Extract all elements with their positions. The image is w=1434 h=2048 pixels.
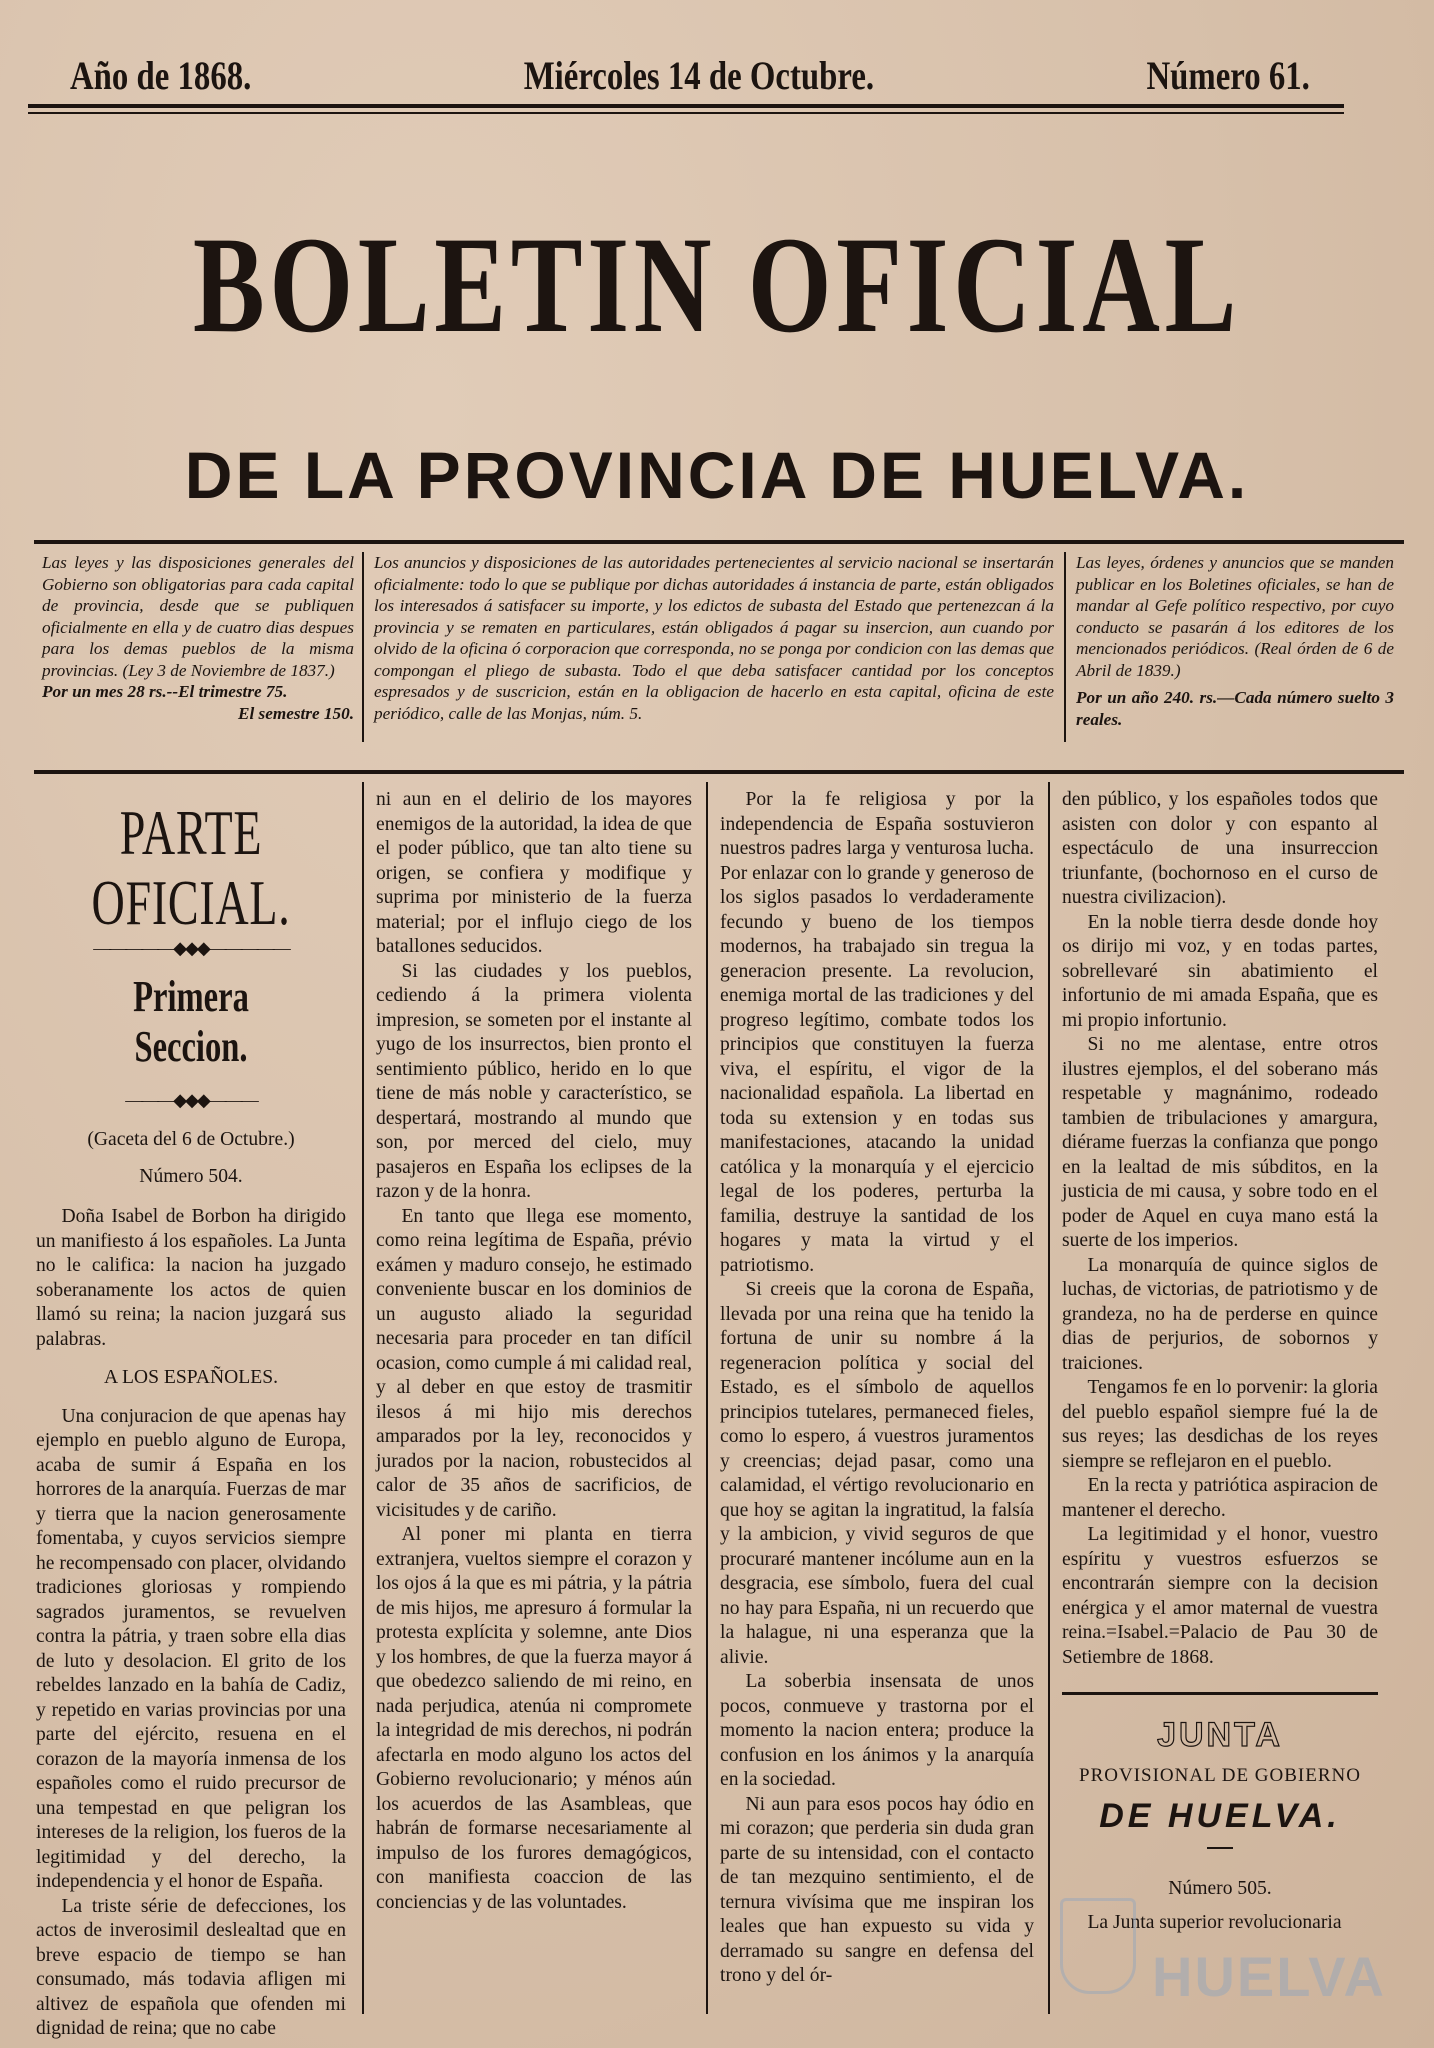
column-divider-1 (362, 782, 364, 2014)
archive-watermark (1060, 1898, 1386, 2038)
ornament-divider: —————◆◆◆————— (93, 938, 289, 958)
paragraph: La triste série de defecciones, los actos de inverosimil deslealtad que en breve espacio de tiempo se han consumado, más todavia afligen mi altivez de española que ofenden mi dignidad de reina; que no cabe (36, 1895, 346, 2039)
junta-heading: JUNTA (1157, 1716, 1283, 1754)
paragraph: den público, y los españoles todos que asisten con dolor y con espanto al espectáculo de una insurreccion triunfante, (bochornoso en el curso de nuestra civilizacion). (1062, 789, 1378, 908)
paragraph: Por la fe religiosa y por la independencia de España sostuvieron nuestros padres larga y venturosa lucha. Por enlazar con lo grande y generoso de los siglos pasados lo verdaderamente fecundo y bueno de los tiempos modernos, ha trabajado sin tregua la generacion presente. La revolucion, enemiga mortal de las tradiciones y del progreso legítimo, combate todos los principios que constituyen la fuerza viva, el espíritu, el vigor de la nacionalidad española. La libertad en toda su extension y en todas sus manifestaciones, atacando la unidad católica y la monarquía y el ejercicio legal de los poderes, perturba la familia, destruye la santidad de los hogares y mata la virtud y el patriotismo. (720, 789, 1034, 1276)
issue-number: Número 61. (1146, 53, 1310, 98)
notice-left-price1: Por un mes 28 rs.--El trimestre 75. (42, 682, 288, 701)
junta-rule (1062, 1692, 1378, 1695)
paragraph: Si no me alentase, entre otros ilustres ejemplos, el del soberano más respetable y magnánimo, rodeado tambien de tribulaciones y amargura, diérame fuerzas la confianza que pongo en la lealtad de mis súbditos, en la justicia de mi causa, y sobre todo en el poder de Aquel en cuya mano está la suerte de los imperios. (1062, 1034, 1378, 1251)
paragraph: En la noble tierra desde donde hoy os dirijo mi voz, y en todas partes, sobrellevaré sin abatimiento el infortunio de mi amada España, que es mi propio infortunio. (1062, 911, 1378, 1031)
decree-number: Número 504. (139, 1165, 243, 1187)
subsection-title: Primera Seccion. (133, 972, 249, 1071)
paragraph: En la recta y patriótica aspiracion de mantener el derecho. (1062, 1475, 1378, 1521)
paragraph: Doña Isabel de Borbon ha dirigido un manifiesto á los españoles. La Junta no le califica: la nacion ha juzgado soberanamente los actos de quien llamó su reina; la nacion juzgará sus palabras. (36, 1206, 346, 1350)
notice-divider-1 (362, 552, 364, 742)
issue-year: Año de 1868. (70, 53, 252, 98)
paragraph: Si las ciudades y los pueblos, cediendo á la primera violenta impresion, se someten por el instante al yugo de los insurrectos, bien pronto el sentimiento público, herido en lo que tiene de más noble y característico, se despertará, mostrando al mundo que son, por merced del cielo, muy pasajeros en España los eclipses de la razon y de la honra. (376, 960, 692, 1202)
paragraph: Al poner mi planta en tierra extranjera, vueltos siempre el corazon y los ojos á la que es mi pátria, y la pátria de mis hijos, me apresuro á formular la protesta explícita y solemne, ante Dios y los hombres, de que la fuerza mayor á que obedezco saliendo de mi reino, en nada perjudica, atenúa ni compromete la integridad de mis derechos, ni podrán afectarla en modo alguno los actos del Gobierno revolucionario; y ménos aún los acuerdos de las Asambleas, que habrán de formarse necesariamente al impulso de los furores demagógicos, con manifiesta coaccion de las conciencias y de las voluntades. (376, 1524, 692, 1913)
notice-divider-2 (1064, 552, 1066, 742)
notice-left-text: Las leyes y las disposiciones generales del Gobierno son obligatorias para cada capital de provincia, desde que se publiquen oficialmente en ella y de cuatro dias despues para los demas pueblos de la misma provincias. (Ley 3 de Noviembre de 1837.) (42, 553, 354, 680)
newspaper-subtitle: DE LA PROVINCIA DE HUELVA. (184, 438, 1250, 512)
coat-of-arms-icon (1060, 1898, 1136, 1994)
notice-row (34, 552, 1404, 748)
paragraph: En tanto que llega ese momento, como reina legítima de España, prévio exámen y maduro consejo, he estimado conveniente buscar en los dominios de un augusto aliado la seguridad necesaria para proceder en tan difícil ocasion, como cumple á mi calidad real, y al deber en que estoy de trasmitir ilesos á mi hijo mis derechos amparados por la ley, reconocidos y jurados por la nacion, robustecidos al calor de 35 años de sacrificios, de vicisitudes y de cariño. (376, 1205, 692, 1521)
paragraph: La monarquía de quince siglos de luchas, de victorias, de patriotismo y de grandeza, no ha de perderse en quince dias de perjurios, de sobornos y traiciones. (1062, 1254, 1378, 1374)
paragraph-last: La Junta superior revolucionaria (1087, 1912, 1342, 1933)
paragraph: Tengamos fe en lo porvenir: la gloria del pueblo español siempre fué la de sus reyes; las desdichas de los reyes siempre se reflejaron en el pueblo. (1062, 1377, 1378, 1472)
notice-left (42, 552, 354, 724)
column-1 (36, 788, 346, 2042)
paragraph: Una conjuracion de que apenas hay ejemplo en pueblo alguno de Europa, acaba de sumir á España en los horrores de la anarquía. Fuerzas de mar y tierra que la nacion generosamente fomentaba, y cuyos servicios siempre he recompensado con placer, olvidando tradiciones gloriosas y rompiendo sagrados juramentos, se revuelven contra la pátria, y traen sobre ella dias de luto y desolacion. El grito de los rebeldes lanzado en la bahía de Cadiz, y repetido en varias provincias por una parte del ejército, resuena en el corazon de la mayoría inmensa de los españoles como el ruido precursor de una tempestad en que peligran los intereses de la religion, los fueros de la legitimidad y del derecho, la independencia y el honor de España. (36, 1405, 346, 1892)
ornament-divider-small: ———◆◆◆——— (125, 1090, 257, 1110)
column-4 (1062, 788, 1378, 1936)
junta-place: DE HUELVA. (1099, 1797, 1341, 1835)
dateline (70, 52, 1310, 100)
paragraph: ni aun en el delirio de los mayores enemigos de la autoridad, la idea de que el poder público, que tan alto tiene su origen, se confiera y modifique y suprima por ministerio de la fuerza material; por el influjo ciego de los batallones seducidos. (376, 789, 692, 957)
junta-subheading: PROVISIONAL DE GOBIERNO (1079, 1765, 1361, 1786)
paragraph: La soberbia insensata de unos pocos, conmueve y trastorna por el momento la nacion entera; produce la confusion en los ánimos y la anarquía en la sociedad. (720, 1671, 1034, 1790)
column-2 (376, 788, 692, 1915)
notice-right (1076, 552, 1394, 730)
section-title: PARTE OFICIAL. (91, 797, 291, 938)
short-rule (1207, 1847, 1233, 1849)
notice-left-price2: El semestre 150. (237, 703, 354, 723)
paragraph: Ni aun para esos pocos hay ódio en mi corazon; que perderia sin duda gran parte de su intensidad, con el contacto de tan mezquino sentimiento, el de ternura vivísima que me inspiran los leales que han expuesto su vida y derramado su sangre en defensa del trono y del ór- (720, 1793, 1034, 1986)
issue-date: Miércoles 14 de Octubre. (523, 53, 875, 98)
column-divider-3 (1048, 782, 1050, 2014)
body-top-rule (34, 770, 1404, 774)
top-rule-thin (28, 112, 1344, 114)
notice-top-rule (34, 540, 1404, 544)
proclamation-heading: A LOS ESPAÑOLES. (103, 1367, 279, 1388)
column-divider-2 (706, 782, 708, 2014)
notice-middle-text: Los anuncios y disposiciones de las autoridades pertenecientes al servicio nacional se insertarán oficialmente: todo lo que se publique por dichas autoridades á instancia de parte, están obligados los interesados á satisfacer su importe, y los edictos de subasta del Estado que pertenezcan á la provincia y se rematen en particulares, están obligados á pagar su insercion, aun cuando por olvido de la oficina ó corporacion que corresponda, no se ponga por condicion con las demas que compongan el pliego de subasta. Todo el que deba satisfacer cantidad por los conceptos espresados y de suscricion, están en la obligacion de hacerlo en esta capital, oficina de este periódico, calle de las Monjas, núm. 5. (374, 553, 1054, 723)
decree-number-505: Número 505. (1168, 1877, 1272, 1899)
column-3 (720, 788, 1034, 1989)
paragraph: Si creeis que la corona de España, llevada por una reina que ha tenido la fortuna de unir su nombre á la regeneracion política y social del Estado, es el símbolo de aquellos principios tutelares, permaneced fieles, como lo espero, á vuestros juramentos y creencias; dejad pasar, como una calamidad, el vértigo revolucionario en que hoy se agitan la ingratitud, la falsía y la ambicion, y vivid seguros de que procuraré mantener incólume aun en la desgracia, ese símbolo, fuera del cual no hay para España, ni un recuerdo que la halague, ni una esperanza que la alivie. (720, 1279, 1034, 1668)
newspaper-title: BOLETIN OFICIAL (192, 208, 1242, 361)
notice-right-price: Por un año 240. rs.—Cada número suelto 3 reales. (1076, 688, 1394, 729)
notice-middle (374, 552, 1054, 724)
watermark-text: HUELVA (1152, 1945, 1386, 2008)
top-rule (28, 104, 1344, 108)
paragraph: La legitimidad y el honor, vuestro espíritu y vuestros esfuerzos se encontrarán siempre con la decision enérgica y el amor maternal de vuestra reina.=Isabel.=Palacio de Pau 30 de Setiembre de 1868. (1062, 1524, 1378, 1668)
notice-right-text: Las leyes, órdenes y anuncios que se manden publicar en los Boletines oficiales, se han de mandar al Gefe político respectivo, por cuyo conducto se pasarán á los editores de los mencionados periódicos. (Real órden de 6 de Abril de 1839.) (1076, 553, 1394, 680)
gazette-ref: (Gaceta del 6 de Octubre.) (87, 1129, 295, 1150)
